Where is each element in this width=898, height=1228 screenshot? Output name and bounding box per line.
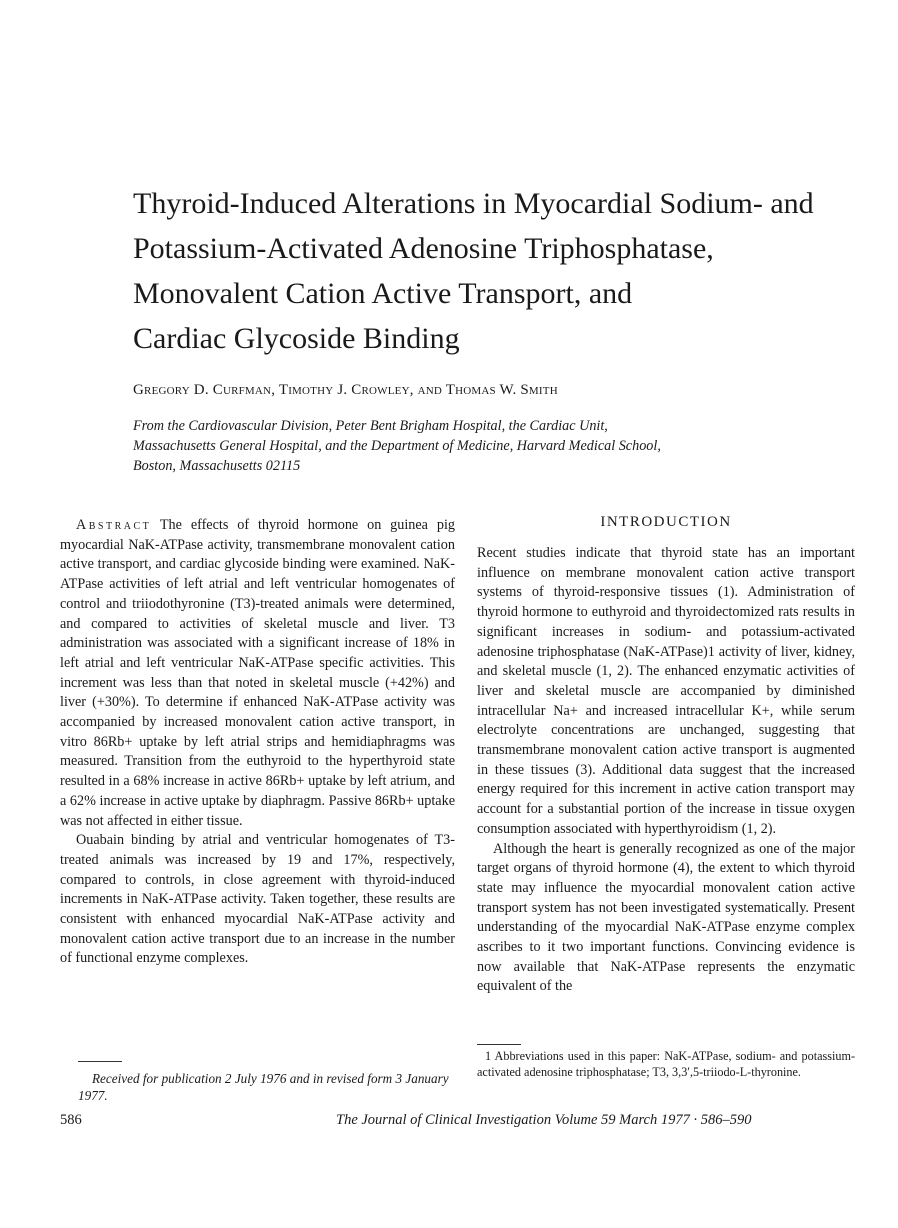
article-title: [133, 181, 873, 361]
footnote: 1 Abbreviations used in this paper: NaK-ATPase, sodium- and potassium-activated adenosine triphosphatase; T3, 3,3′,5-triiodo-L-thyronine.: [477, 1049, 855, 1079]
abstract-paragraph-1: [60, 516, 455, 831]
abstract-text: The effects of thyroid hormone on guinea pig myocardial NaK-ATPase activity, transmembrane monovalent cation active transport, and cardiac glycoside binding were examined. NaK-ATPase activities of left atrial and left ventricular homogenates of control and triiodothyronine (T3)-treated animals were determined, and compared to activities of skeletal muscle and liver. T3 administration was associated with a significant increase of 18% in left atrial and left ventricular NaK-ATPase specific activities. This increment was less than that noted in skeletal muscle (+42%) and liver (+30%). To determine if enhanced NaK-ATPase activity was accompanied by increased monovalent cation active transport, in vitro 86Rb+ uptake by left atrial strips and hemidiaphragms was measured. Transition from the euthyroid to the hyperthyroid state resulted in a 68% increase in active 86Rb+ uptake by left atrium, and a 62% increase in active uptake by diaphragm. Passive 86Rb+ uptake was not affected in either tissue.: [60, 517, 455, 829]
affiliation: [133, 416, 873, 476]
intro-paragraph-2: Although the heart is generally recognized as one of the major target organs of thyroid hormone (4), the extent to which thyroid state may influence the myocardial monovalent cation active transport system has not been investigated systematically. Present understanding of the myocardial NaK-ATPase enzyme complex ascribes to it two important functions. Convincing evidence is now available that NaK-ATPase represents the enzymatic equivalent of the: [477, 840, 855, 995]
authors: Gregory D. Curfman, Timothy J. Crowley, and Thomas W. Smith: [133, 382, 558, 398]
received-note: Received for publication 2 July 1976 and in revised form 3 January 1977.: [78, 1071, 449, 1103]
footnote-rule: [477, 1044, 521, 1045]
abstract-column: [60, 516, 455, 969]
intro-paragraph-1: Recent studies indicate that thyroid state has an important influence on membrane monovalent cation active transport systems of thyroid-responsive tissues (1). Administration of thyroid hormone to euthyroid and thyroidectomized rats results in significant increases in sodium- and potassium-activated adenosine triphosphatase (NaK-ATPase)1 activity of liver, kidney, and skeletal muscle (1, 2). The enhanced enzymatic activities of liver and skeletal muscle are accompanied by diminished intracellular Na+ and increased intracellular K+, while serum electrolyte concentrations are unchanged, suggesting that transmembrane monovalent cation active transport is augmented in these tissues (3). Additional data suggest that the increased energy required for this increment in active cation transport may account for a substantial portion of the increase in tissue oxygen consumption associated with hyperthyroidism (1, 2).: [477, 545, 855, 837]
page-number: 586: [60, 1112, 82, 1128]
title-line: Potassium-Activated Adenosine Triphosphatase,: [133, 232, 714, 265]
title-line: Monovalent Cation Active Transport, and: [133, 277, 633, 310]
affiliation-line: From the Cardiovascular Division, Peter Bent Brigham Hospital, the Cardiac Unit,: [133, 418, 608, 434]
title-line: Thyroid-Induced Alterations in Myocardial Sodium- and: [133, 187, 814, 220]
title-line: Cardiac Glycoside Binding: [133, 322, 460, 355]
affiliation-line: Boston, Massachusetts 02115: [133, 458, 301, 474]
received-rule: [78, 1061, 122, 1062]
affiliation-line: Massachusetts General Hospital, and the Department of Medicine, Harvard Medical School,: [133, 438, 661, 454]
introduction-heading: INTRODUCTION: [600, 514, 732, 530]
introduction-column: [477, 544, 855, 997]
abstract-label: Abstract: [76, 517, 152, 533]
journal-citation: The Journal of Clinical Investigation Volume 59 March 1977 · 586–590: [336, 1112, 752, 1128]
abstract-paragraph-2: Ouabain binding by atrial and ventricular homogenates of T3-treated animals was increased by 19 and 17%, respectively, compared to controls, in close agreement with thyroid-induced increments in NaK-ATPase activity. Taken together, these results are consistent with enhanced myocardial NaK-ATPase activity and monovalent cation active transport due to an increase in the number of functional enzyme complexes.: [60, 832, 455, 967]
